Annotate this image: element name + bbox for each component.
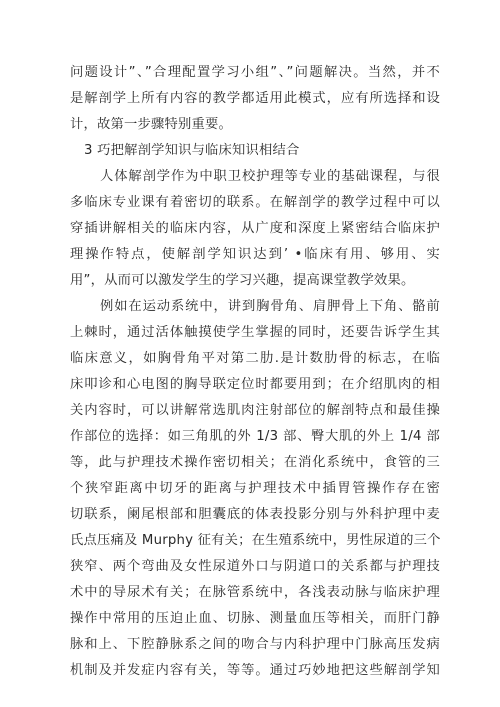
text-line: 用”，从而可以激发学生的学习兴趣，提高课堂教学效果。 <box>70 273 415 288</box>
text-line: 例如在运动系统中，讲到胸骨角、肩胛骨上下角、骼前 <box>100 299 440 314</box>
text-line: 穿插讲解相关的临床内容，从广度和深度上紧密结合临床护 <box>70 221 440 236</box>
text-line: 氏点压痛及 Murphy 征有关；在生殖系统中，男性尿道的三个 <box>70 533 441 548</box>
text-line: 狭窄、两个弯曲及女性尿道外口与阴道口的关系都与护理技 <box>70 559 440 574</box>
text-line: 多临床专业课有着密切的联系。在解剖学的教学过程中可以 <box>70 195 440 210</box>
text-line: 术中的导尿术有关；在脉管系统中，各浅表动脉与临床护理 <box>70 585 440 600</box>
text-line: 计，故第一步骤特别重要。 <box>70 117 232 132</box>
text-line: 上棘时，通过活体触摸使学生掌握的同时，还要告诉学生其 <box>70 325 440 340</box>
text-line: 是解剖学上所有内容的教学都适用此模式，应有所选择和设 <box>70 91 440 106</box>
text-line: 等，此与护理技术操作密切相关；在消化系统中，食管的三 <box>70 455 440 470</box>
text-line: 个狭窄距离中切牙的距离与护理技术中插胃管操作存在密 <box>70 481 440 496</box>
text-line: 人体解剖学作为中职卫校护理等专业的基础课程，与很 <box>100 169 440 184</box>
text-line: 临床意义，如胸骨角平对第二肋.是计数肋骨的标志，在临 <box>70 351 440 366</box>
text-line: 问题设计”、”合理配置学习小组”、”问题解决。当然，并不 <box>70 65 440 80</box>
text-line: 关内容时，可以讲解常选肌肉注射部位的解剖特点和最佳操 <box>70 403 440 418</box>
text-line: 切联系，阑尾根部和胆囊底的体表投影分别与外科护理中麦 <box>70 507 440 522</box>
text-line: 机制及并发症内容有关，等等。通过巧妙地把这些解剖学知 <box>70 663 440 678</box>
section-heading: 3 巧把解剖学知识与临床知识相结合 <box>84 143 300 158</box>
text-line: 床叩诊和心电图的胸导联定位时都要用到；在介绍肌肉的相 <box>70 377 440 392</box>
text-line: 理操作特点，使解剖学知识达到’ •临床有用、够用、实 <box>70 247 440 262</box>
text-line: 操作中常用的压迫止血、切脉、测量血压等相关，而肝门静 <box>70 611 440 626</box>
text-line: 作部位的选择：如三角肌的外 1/3 部、臀大肌的外上 1/4 部 <box>70 429 440 444</box>
text-line: 脉和上、下腔静脉系之间的吻合与内科护理中门脉高压发病 <box>70 637 440 652</box>
